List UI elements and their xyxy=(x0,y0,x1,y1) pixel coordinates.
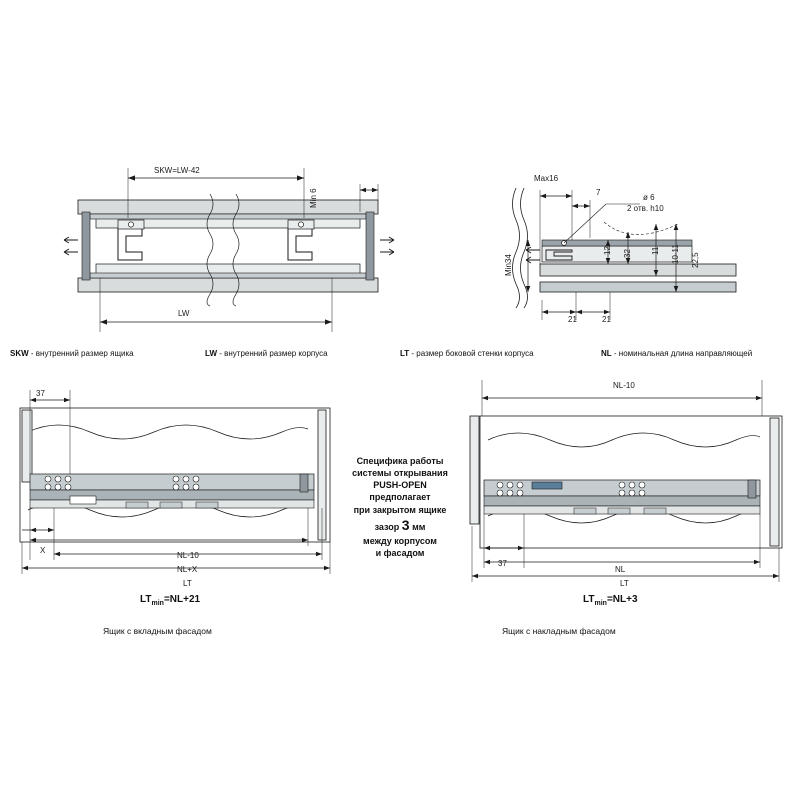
dim-lt-right-label: LT xyxy=(620,579,629,588)
note-line-8: и фасадом xyxy=(375,547,425,558)
formula-left-main: LT xyxy=(140,594,152,605)
dim-min6-label: Min 6 xyxy=(309,188,318,208)
formula-right-tail: =NL+3 xyxy=(606,594,638,605)
dim-10-11-label: 10-11 xyxy=(671,244,680,264)
formula-left-sub: min xyxy=(151,600,164,607)
legend-code-lw: LW xyxy=(205,349,217,358)
dim-37-right-label: 37 xyxy=(498,559,507,568)
legend-item-lt xyxy=(400,349,534,358)
note-line-5: при закрытом ящике xyxy=(353,504,447,515)
legend-text-lw: - внутренний размер корпуса xyxy=(217,349,328,358)
dim-7-label: 7 xyxy=(596,188,601,197)
legend-item-nl xyxy=(601,349,752,358)
dim-skw-label: SKW=LW-42 xyxy=(154,166,200,175)
dim-nl10-left-label: NL-10 xyxy=(177,551,199,560)
legend-code-lt: LT xyxy=(400,349,410,358)
dim-nlx-label: NL+X xyxy=(177,565,198,574)
formula-left xyxy=(140,594,200,607)
formula-right-sub: min xyxy=(594,600,607,607)
dim-37-left-label: 37 xyxy=(36,389,45,398)
legend-text-lt: - размер боковой стенки корпуса xyxy=(409,349,534,358)
top-left-technical-view xyxy=(60,160,400,340)
caption-left: Ящик с вкладным фасадом xyxy=(103,626,212,636)
note-line-3: PUSH-OPEN xyxy=(373,480,427,491)
bottom-right-technical-view xyxy=(462,370,792,610)
dim-nl10-right-label: NL-10 xyxy=(613,381,635,390)
legend-code-skw: SKW xyxy=(10,349,29,358)
dim-11-label: 11 xyxy=(651,246,660,255)
dim-min34-label: Min34 xyxy=(504,254,513,276)
dim-holes-label: 2 отв. h10 xyxy=(627,204,664,213)
dim-21-left-label: 21 xyxy=(568,315,577,324)
legend-text-skw: - внутренний размер ящика xyxy=(28,349,134,358)
center-note xyxy=(330,455,470,559)
dim-12-label: 12 xyxy=(603,246,612,255)
legend-item-skw xyxy=(10,349,134,358)
dim-nl-label: NL xyxy=(615,565,626,574)
dim-max16-label: Max16 xyxy=(534,174,559,183)
legend-code-nl: NL xyxy=(601,349,612,358)
legend-text-nl: - номинальная длина направляющей xyxy=(611,349,753,358)
note-gap-pre: зазор xyxy=(374,521,402,532)
note-line-1: Специфика работы xyxy=(356,456,444,466)
dim-21-right-label: 21 xyxy=(602,315,611,324)
note-line-6 xyxy=(330,516,470,535)
dim-diameter6-label: ø 6 xyxy=(643,193,655,202)
note-gap-post: мм xyxy=(409,521,426,532)
dim-lw-label: LW xyxy=(178,309,190,318)
caption-right: Ящик с накладным фасадом xyxy=(502,626,616,636)
formula-right xyxy=(583,594,638,607)
note-line-2: системы открывания xyxy=(352,468,448,479)
note-line-7: между корпусом xyxy=(363,535,437,546)
dim-32-label: 32 xyxy=(623,249,632,258)
dim-lt-left-label: LT xyxy=(183,579,192,588)
dim-x-label: X xyxy=(40,546,46,555)
dim-22-5-label: 22,5 xyxy=(691,252,700,268)
note-line-4: предполагает xyxy=(369,492,431,503)
formula-left-tail: =NL+21 xyxy=(163,594,201,605)
legend-item-lw xyxy=(205,349,328,358)
note-gap-value: 3 xyxy=(401,516,410,533)
formula-right-main: LT xyxy=(583,594,595,605)
